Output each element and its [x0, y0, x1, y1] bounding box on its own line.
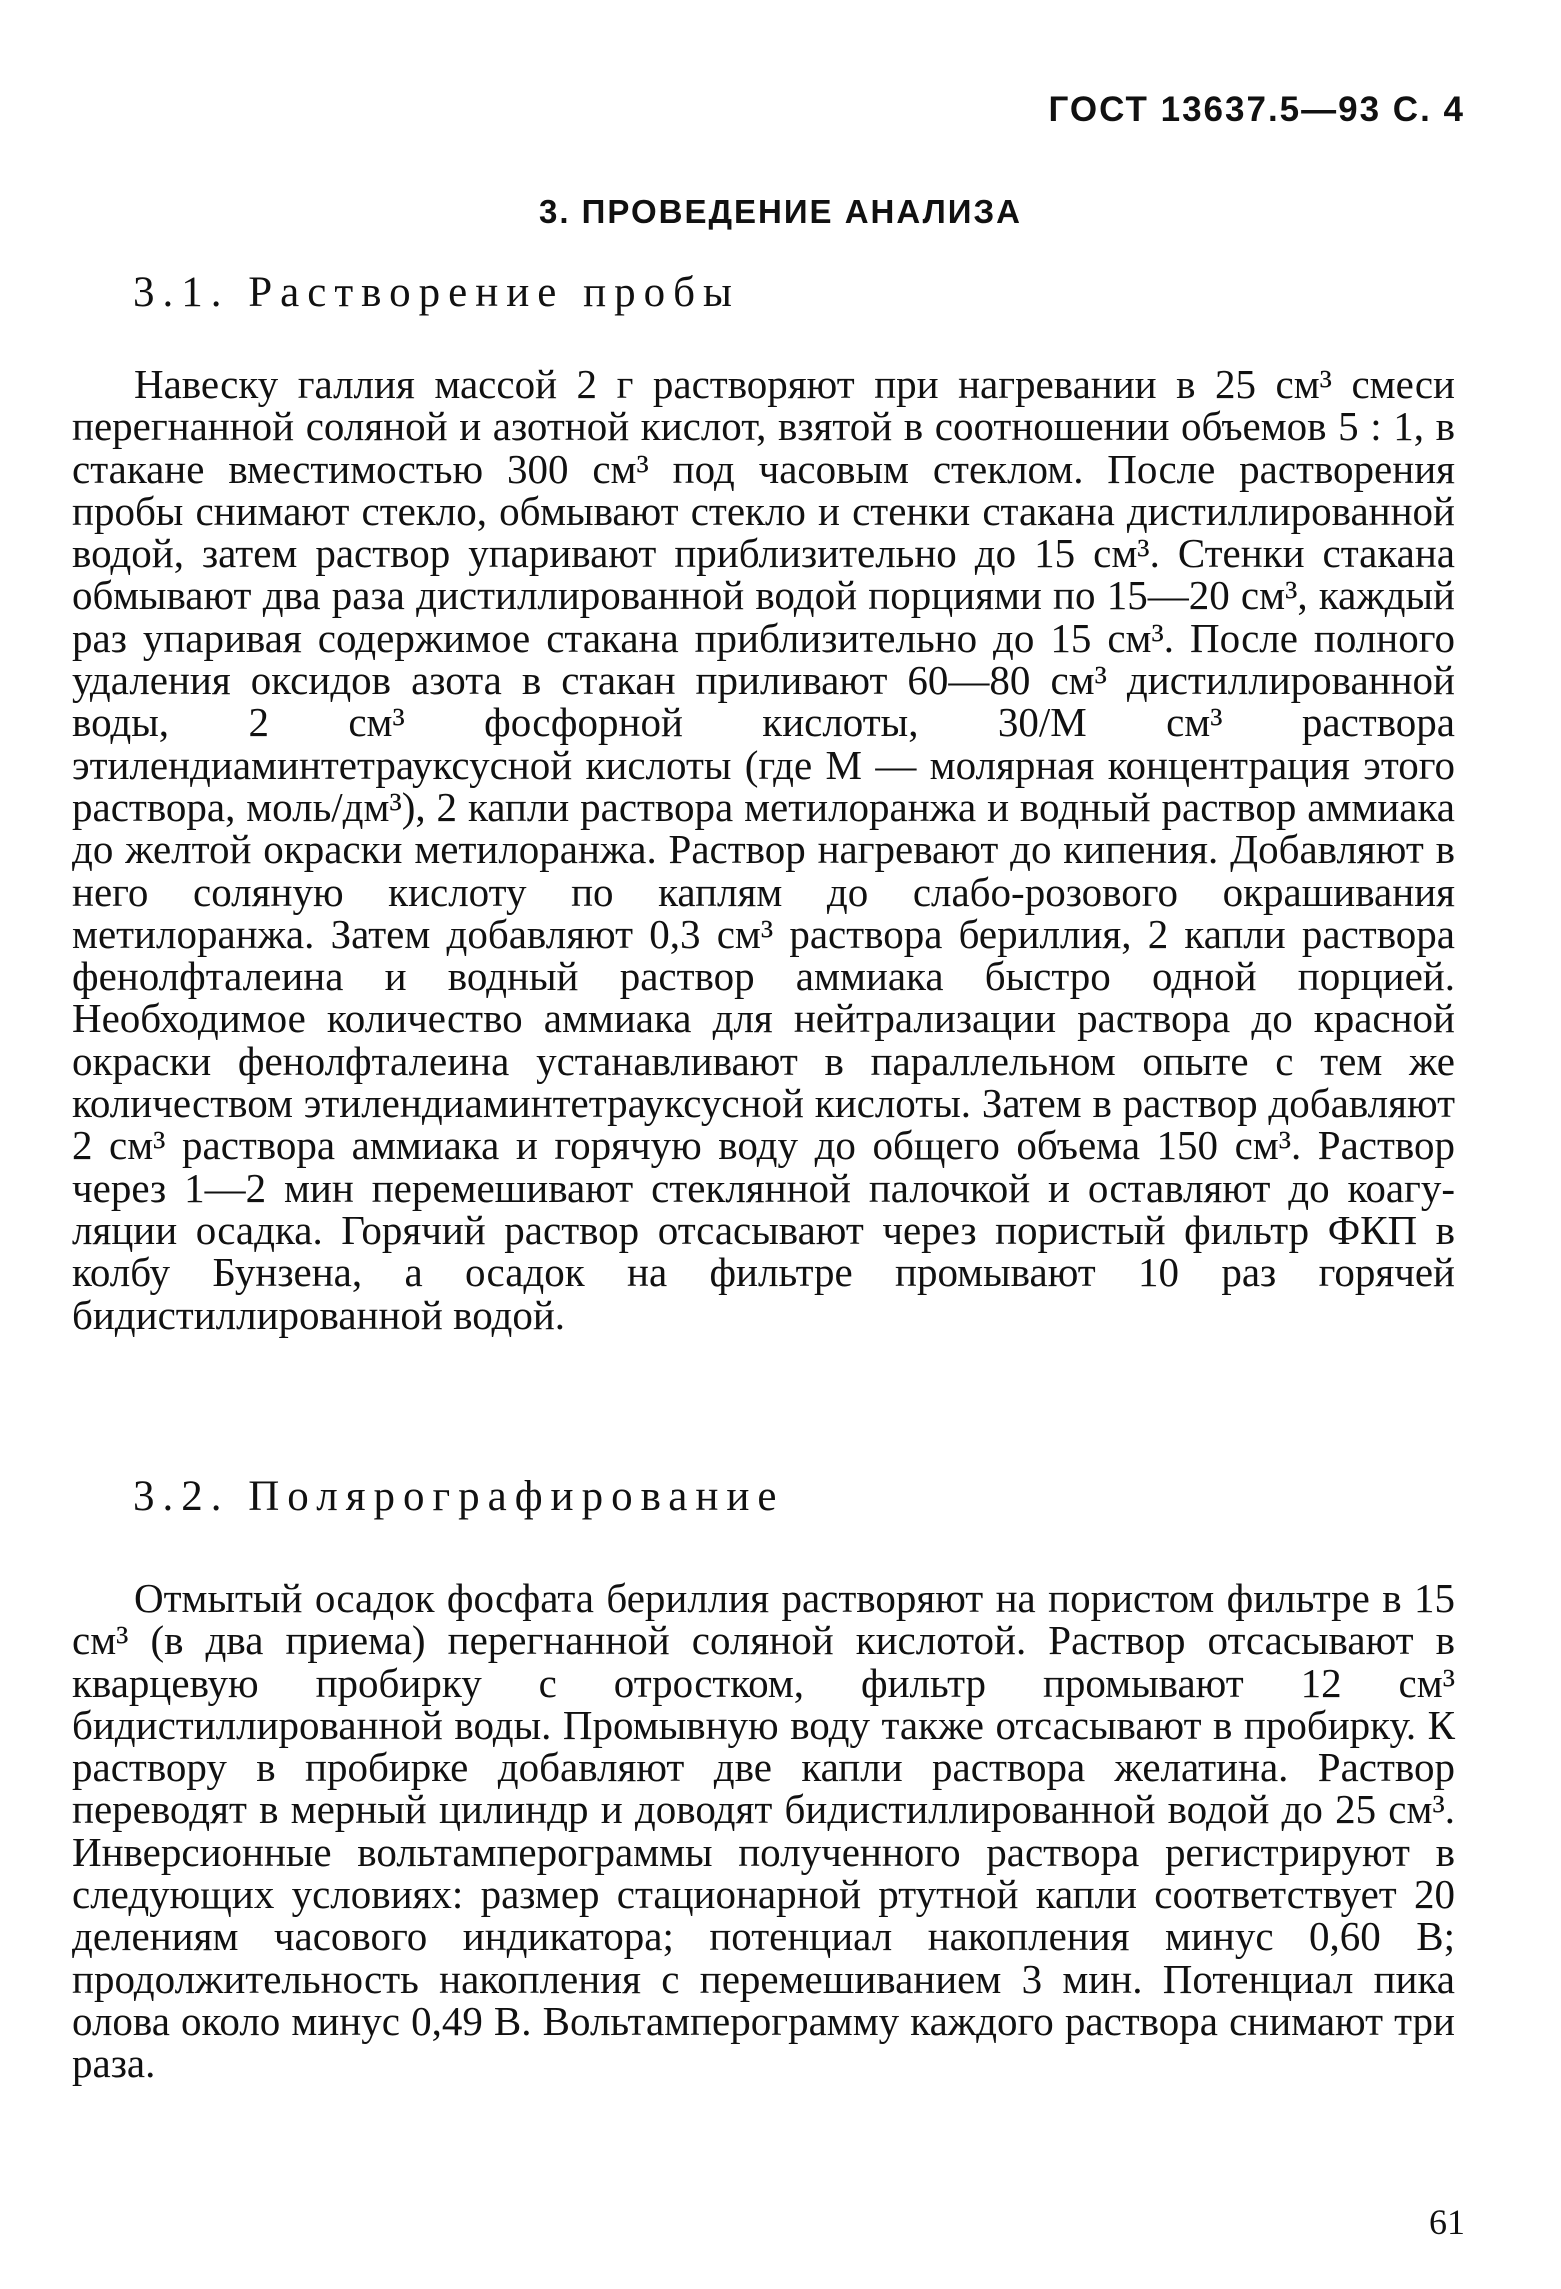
paragraph-dissolution: Навеску галлия массой 2 г растворяют при нагревании в 25 см³ смеси перегнанной соляной и азотной кислот, взятой в соотношении объемов 5 : 1, в стакане вместимостью 300 см³ под часовым стеклом. После растворения пробы снимают стекло, обмывают стекло и стенки стакана дистиллированной водой, затем раствор упаривают приблизительно до 15 см³. Стенки стакана обмывают два раза дистиллированной водой порциями по 15—20 см³, каждый раз упаривая содержимое стакана приблизительно до 15 см³. После полного удаления оксидов азота в стакан приливают 60—80 см³ дистиллированной воды, 2 см³ фосфорной кислоты, 30/M см³ раствора этилендиаминтетрауксусной кислоты (где M — молярная концентрация этого раствора, моль/дм³), 2 капли раствора метилоранжа и водный раствор аммиака до желтой окраски метилоранжа. Раствор нагревают до кипения. Добавляют в него соляную кислоту по каплям до слабо-розового окрашивания метилоранжа. Затем добавляют 0,3 см³ раствора бериллия, 2 капли раствора фенолфталеина и водный раствор аммиака быстро одной порцией. Необходимое количество аммиака для нейтрализации раствора до красной окраски фенолфталеина устанавливают в параллельном опыте с тем же количеством этилендиаминтетрауксусной кислоты. Затем в раствор добавляют 2 см³ раствора аммиака и горячую воду до общего объема 150 см³. Раствор через 1—2 мин перемешивают стеклянной палочкой и оставляют до коагуляции осадка. Горячий раствор отсасывают через пористый фильтр ФКП в колбу Бунзена, а осадок на фильтре промывают 10 раз горячей бидистиллированной водой.: [72, 361, 1455, 1338]
page-number: 61: [1429, 2202, 1465, 2242]
section-title: 3. ПРОВЕДЕНИЕ АНАЛИЗА: [538, 193, 1023, 230]
subsection-heading-dissolution: 3.1. Растворение пробы: [133, 269, 740, 316]
paragraph-polarography: Отмытый осадок фосфата бериллия растворяют на пористом фильтре в 15 см³ (в два приема) перегнанной соляной кислотой. Раствор отсасывают в кварцевую пробирку с отростком, фильтр промывают 12 см³ бидистиллированной воды. Промывную воду также отсасывают в пробирку. К раствору в пробирке добавляют две капли раствора желатина. Раствор переводят в мерный цилиндр и доводят бидистиллированной водой до 25 см³. Инверсионные вольтамперограммы полученного раствора регистрируют в следующих условиях: размер стационарной ртутной капли соответствует 20 делениям часового индикатора; потенциал накопления минус 0,60 В; продолжительность накопления с перемешиванием 3 мин. Потенциал пика олова около минус 0,49 В. Вольтамперограмму каждого раствора снимают три раза.: [72, 1575, 1455, 2087]
running-head: ГОСТ 13637.5—93 С. 4: [1048, 90, 1465, 129]
subsection-heading-polarography: 3.2. Полярографирование: [133, 1473, 785, 1520]
